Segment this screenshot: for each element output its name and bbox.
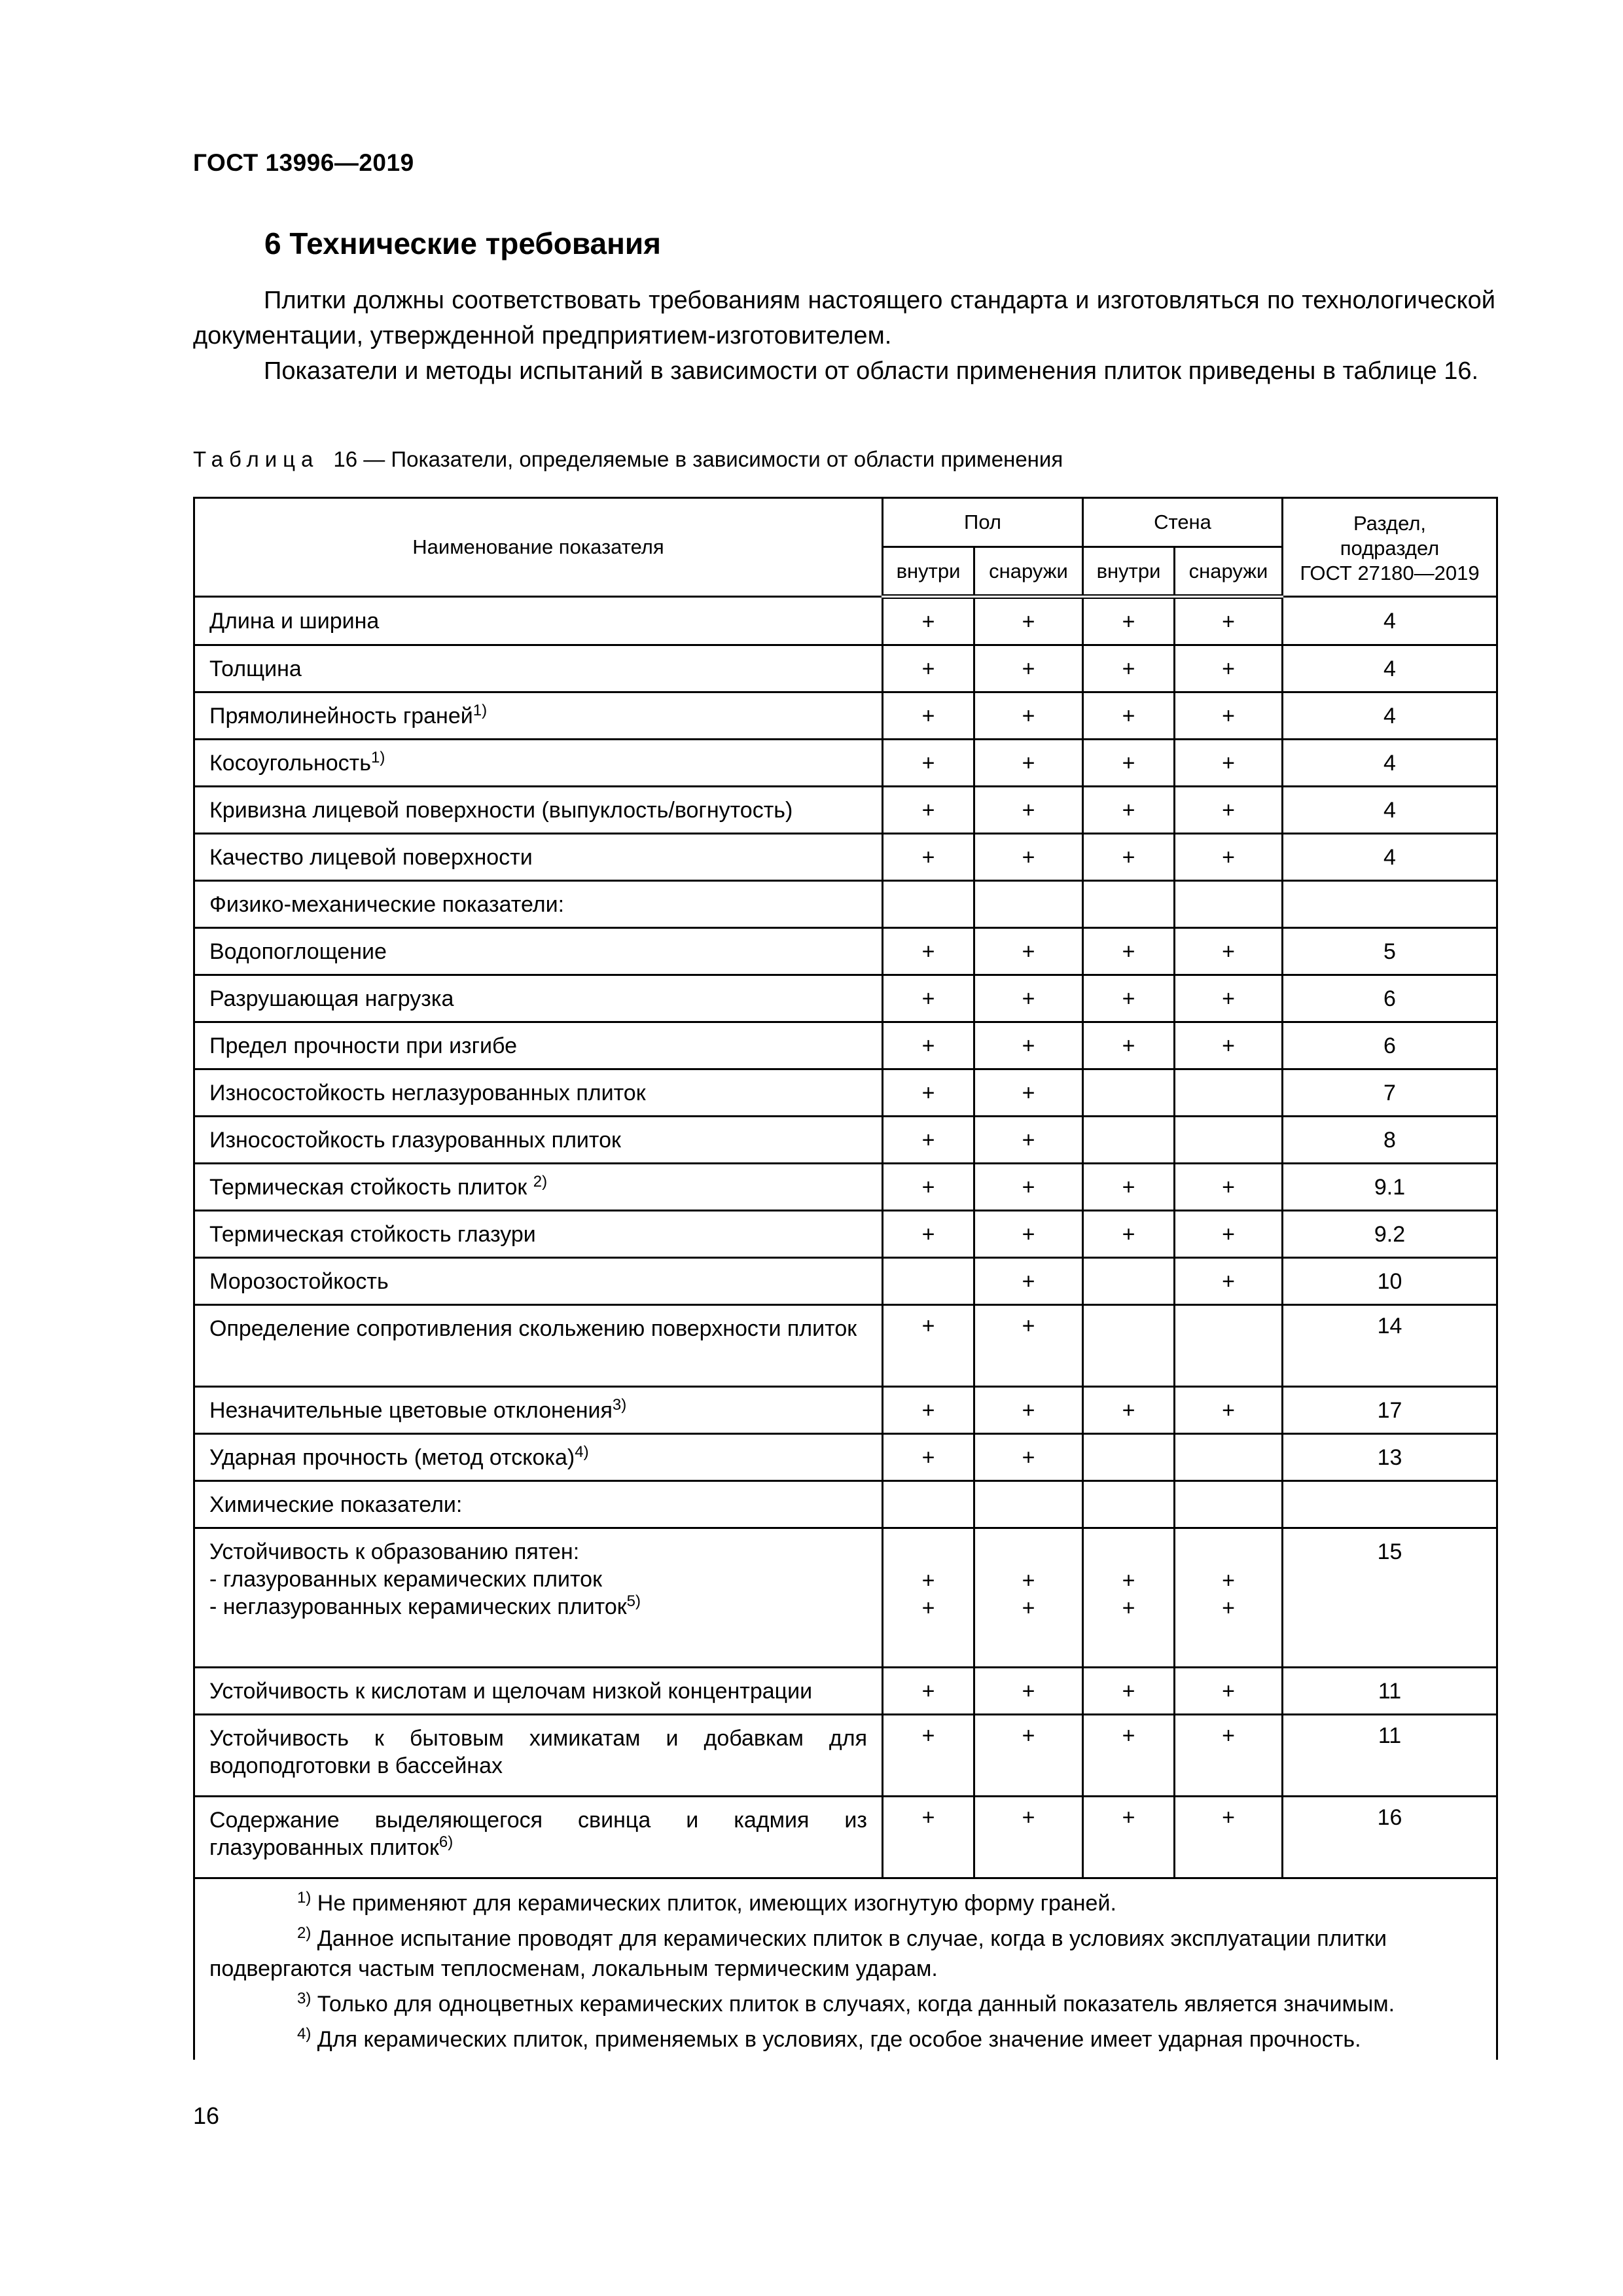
wall-inside-mark: +	[1083, 975, 1175, 1022]
table-row	[194, 1211, 1497, 1258]
floor-inside-mark: +	[883, 692, 974, 740]
footnote: $^{4)}$ Для керамических плиток, применяемых в условиях, где особое значение имеет ударная прочность.	[297, 2025, 1361, 2052]
floor-inside-mark: +	[883, 1117, 974, 1164]
section-reference: 17	[1283, 1387, 1497, 1434]
wall-inside-mark: +	[1083, 1164, 1175, 1211]
floor-outside-mark: +	[974, 740, 1083, 787]
floor-inside-mark: +	[883, 645, 974, 692]
indicator-name: Износостойкость неглазурованных плиток	[194, 1069, 883, 1117]
wall-inside-mark: +	[1083, 1668, 1175, 1715]
header-section-line: Раздел,	[1353, 512, 1427, 535]
indicator-name: Термическая стойкость глазури	[194, 1211, 883, 1258]
floor-outside-mark: +	[974, 1164, 1083, 1211]
header-floor: Пол	[883, 498, 1083, 547]
wall-outside-mark: +	[1175, 692, 1283, 740]
section-reference: 8	[1283, 1117, 1497, 1164]
floor-outside-mark: +	[974, 787, 1083, 834]
floor-outside-mark: +	[974, 597, 1083, 645]
wall-inside-mark	[1083, 1305, 1175, 1387]
floor-outside-mark: +	[974, 1434, 1083, 1481]
indicator-name: Морозостойкость	[194, 1258, 883, 1305]
footnote: $^{1)}$ Не применяют для керамических плиток, имеющих изогнутую форму граней.	[297, 1889, 1116, 1916]
section-reference: 4	[1283, 834, 1497, 881]
wall-outside-mark: +	[1175, 834, 1283, 881]
section-reference: 13	[1283, 1434, 1497, 1481]
header-indicator-name: Наименование показателя	[194, 498, 883, 597]
floor-inside-mark: +	[883, 597, 974, 645]
table-row	[194, 1117, 1497, 1164]
header-wall: Стена	[1083, 498, 1283, 547]
wall-outside-mark	[1175, 881, 1283, 928]
section-reference: 7	[1283, 1069, 1497, 1117]
table-row	[194, 834, 1497, 881]
section-reference: 5	[1283, 928, 1497, 975]
indicator-name: Износостойкость глазурованных плиток	[194, 1117, 883, 1164]
wall-inside-mark	[1083, 1434, 1175, 1481]
table-row	[194, 787, 1497, 834]
floor-outside-mark: +	[974, 975, 1083, 1022]
section-reference	[1283, 881, 1497, 928]
wall-inside-mark: +	[1083, 787, 1175, 834]
floor-inside-mark: +	[883, 787, 974, 834]
wall-outside-mark	[1175, 1305, 1283, 1387]
footnote: $^{2)}$ Данное испытание проводят для керамических плиток в случае, когда в условиях эксплуатации плитки подвергаются частым теплосменам, локальным термическим ударам.	[209, 1924, 1387, 1981]
floor-outside-mark: +	[974, 1668, 1083, 1715]
floor-inside-mark: +	[883, 1164, 974, 1211]
intro-text	[193, 283, 1495, 389]
wall-inside-mark	[1083, 881, 1175, 928]
section-reference: 11	[1283, 1668, 1497, 1715]
header-section-line: подраздел	[1340, 537, 1440, 560]
section-reference: 10	[1283, 1258, 1497, 1305]
section-reference: 4	[1283, 740, 1497, 787]
wall-outside-mark: +	[1175, 1715, 1283, 1797]
table-caption-text: 16 — Показатели, определяемые в зависимости от области применения	[333, 447, 1063, 471]
indicator-name: Устойчивость к образованию пятен: - глазурованных керамических плиток - неглазурованных керамических плиток$^{5)}$	[194, 1528, 883, 1668]
header-wall-inside: внутри	[1083, 547, 1175, 597]
wall-inside-mark	[1083, 1117, 1175, 1164]
wall-inside-mark: +	[1083, 928, 1175, 975]
floor-outside-mark: +	[974, 1797, 1083, 1878]
stain-line: - неглазурованных керамических плиток	[209, 1594, 627, 1619]
table-row	[194, 1481, 1497, 1528]
wall-inside-mark: +	[1083, 1211, 1175, 1258]
table-row	[194, 1387, 1497, 1434]
document-header: ГОСТ 13996—2019	[193, 149, 414, 176]
section-reference	[1283, 1481, 1497, 1528]
table-row	[194, 692, 1497, 740]
floor-outside-mark: +	[974, 928, 1083, 975]
floor-inside-mark: +	[883, 1069, 974, 1117]
wall-inside-mark	[1083, 1481, 1175, 1528]
floor-inside-mark: +	[883, 975, 974, 1022]
table-row	[194, 975, 1497, 1022]
wall-outside-mark	[1175, 1434, 1283, 1481]
floor-inside-mark: +	[883, 834, 974, 881]
wall-outside-mark: +	[1175, 1211, 1283, 1258]
floor-inside-mark: +	[883, 1434, 974, 1481]
indicator-name: Косоугольность$^{1)}$	[194, 740, 883, 787]
indicator-name: Незначительные цветовые отклонения$^{3)}$	[194, 1387, 883, 1434]
section-reference: 9.2	[1283, 1211, 1497, 1258]
floor-outside-mark: +	[974, 834, 1083, 881]
section-reference: 16	[1283, 1797, 1497, 1878]
indicator-name: Качество лицевой поверхности	[194, 834, 883, 881]
floor-outside-mark: +	[974, 1258, 1083, 1305]
table-row	[194, 1022, 1497, 1069]
page-number: 16	[193, 2102, 220, 2129]
table-row	[194, 740, 1497, 787]
floor-outside-mark: +	[974, 1387, 1083, 1434]
section-reference: 15	[1283, 1528, 1497, 1668]
indicator-name: Ударная прочность (метод отскока)$^{4)}$	[194, 1434, 883, 1481]
floor-inside-mark	[883, 881, 974, 928]
table-row	[194, 1258, 1497, 1305]
header-floor-outside: снаружи	[974, 547, 1083, 597]
section-reference: 4	[1283, 692, 1497, 740]
section-reference: 4	[1283, 787, 1497, 834]
floor-outside-mark: +	[974, 1069, 1083, 1117]
floor-outside-mark	[974, 1481, 1083, 1528]
indicator-name: Определение сопротивления скольжению поверхности плиток	[194, 1305, 883, 1387]
stain-line: - глазурованных керамических плиток	[209, 1567, 602, 1592]
indicator-name: Термическая стойкость плиток $^{2)}$	[194, 1164, 883, 1211]
wall-outside-mark: +	[1175, 928, 1283, 975]
wall-inside-mark: +	[1083, 1797, 1175, 1878]
table-row	[194, 1434, 1497, 1481]
floor-inside-mark: +	[883, 1668, 974, 1715]
floor-inside-mark: +	[883, 1797, 974, 1878]
section-reference: 11	[1283, 1715, 1497, 1797]
section-reference: 4	[1283, 597, 1497, 645]
wall-inside-mark: +	[1083, 834, 1175, 881]
floor-outside-mark: +	[974, 1117, 1083, 1164]
floor-outside-mark: +	[974, 645, 1083, 692]
table-row	[194, 1797, 1497, 1878]
floor-inside-mark: +	[883, 740, 974, 787]
table-caption	[193, 447, 1063, 472]
wall-outside-mark: +	[1175, 597, 1283, 645]
floor-outside-mark: +	[974, 1715, 1083, 1797]
section-reference: 4	[1283, 645, 1497, 692]
wall-outside-mark: +	[1175, 740, 1283, 787]
table-footnotes	[194, 1878, 1497, 2060]
table-row	[194, 881, 1497, 928]
wall-inside-mark	[1083, 1258, 1175, 1305]
wall-outside-mark: +	[1175, 1258, 1283, 1305]
requirements-table	[193, 497, 1498, 2060]
section-reference: 9.1	[1283, 1164, 1497, 1211]
floor-inside-mark: +	[883, 1022, 974, 1069]
table-row	[194, 645, 1497, 692]
table-row	[194, 1528, 1497, 1668]
floor-inside-mark: +	[883, 1211, 974, 1258]
floor-outside-mark: +	[974, 1022, 1083, 1069]
indicator-name: Устойчивость к бытовым химикатам и добавкам для водоподготовки в бассейнах	[194, 1715, 883, 1797]
footnote: $^{3)}$ Только для одноцветных керамических плиток в случаях, когда данный показатель является значимым.	[297, 1990, 1395, 2017]
wall-outside-mark: + +	[1175, 1528, 1283, 1668]
wall-inside-mark: +	[1083, 1022, 1175, 1069]
indicator-name: Разрушающая нагрузка	[194, 975, 883, 1022]
table-row	[194, 1715, 1497, 1797]
wall-inside-mark	[1083, 1069, 1175, 1117]
header-floor-inside: внутри	[883, 547, 974, 597]
wall-outside-mark	[1175, 1069, 1283, 1117]
floor-outside-mark: +	[974, 1305, 1083, 1387]
wall-outside-mark: +	[1175, 1022, 1283, 1069]
footnotes-row	[194, 1878, 1497, 2060]
wall-outside-mark: +	[1175, 787, 1283, 834]
floor-inside-mark	[883, 1481, 974, 1528]
table-row	[194, 1069, 1497, 1117]
floor-outside-mark: +	[974, 1211, 1083, 1258]
wall-outside-mark: +	[1175, 1387, 1283, 1434]
indicator-name: Длина и ширина	[194, 597, 883, 645]
table-row	[194, 1668, 1497, 1715]
header-section	[1283, 498, 1497, 597]
wall-outside-mark: +	[1175, 1668, 1283, 1715]
wall-inside-mark: +	[1083, 1387, 1175, 1434]
floor-outside-mark	[974, 881, 1083, 928]
wall-inside-mark: + +	[1083, 1528, 1175, 1668]
floor-outside-mark: + +	[974, 1528, 1083, 1668]
table-row	[194, 1164, 1497, 1211]
intro-paragraph: Показатели и методы испытаний в зависимости от области применения плиток приведены в таблице 16.	[264, 357, 1479, 385]
table-caption-word: Таблица	[193, 447, 319, 471]
wall-outside-mark: +	[1175, 645, 1283, 692]
indicator-name: Предел прочности при изгибе	[194, 1022, 883, 1069]
indicator-group-name: Химические показатели:	[194, 1481, 883, 1528]
floor-inside-mark	[883, 1258, 974, 1305]
indicator-name: Толщина	[194, 645, 883, 692]
table-row	[194, 928, 1497, 975]
indicator-name: Кривизна лицевой поверхности (выпуклость/вогнутость)	[194, 787, 883, 834]
floor-inside-mark: + +	[883, 1528, 974, 1668]
wall-outside-mark	[1175, 1481, 1283, 1528]
indicator-name: Водопоглощение	[194, 928, 883, 975]
wall-outside-mark: +	[1175, 975, 1283, 1022]
wall-inside-mark: +	[1083, 597, 1175, 645]
table-row	[194, 1305, 1497, 1387]
wall-inside-mark: +	[1083, 692, 1175, 740]
indicator-group-name: Физико-механические показатели:	[194, 881, 883, 928]
wall-outside-mark	[1175, 1117, 1283, 1164]
table-row	[194, 597, 1497, 645]
wall-outside-mark: +	[1175, 1797, 1283, 1878]
indicator-name: Устойчивость к кислотам и щелочам низкой концентрации	[194, 1668, 883, 1715]
floor-inside-mark: +	[883, 1305, 974, 1387]
floor-inside-mark: +	[883, 1387, 974, 1434]
floor-outside-mark: +	[974, 692, 1083, 740]
wall-outside-mark: +	[1175, 1164, 1283, 1211]
stain-line: Устойчивость к образованию пятен:	[209, 1539, 580, 1564]
floor-inside-mark: +	[883, 1715, 974, 1797]
wall-inside-mark: +	[1083, 740, 1175, 787]
floor-inside-mark: +	[883, 928, 974, 975]
header-section-line: ГОСТ 27180—2019	[1300, 562, 1480, 584]
section-reference: 14	[1283, 1305, 1497, 1387]
wall-inside-mark: +	[1083, 645, 1175, 692]
indicator-name: Содержание выделяющегося свинца и кадмия из глазурованных плиток$^{6)}$	[194, 1797, 883, 1878]
header-wall-outside: снаружи	[1175, 547, 1283, 597]
intro-paragraph: Плитки должны соответствовать требованиям настоящего стандарта и изготовляться по технологической документации, утвержденной предприятием-изготовителем.	[193, 287, 1495, 350]
section-reference: 6	[1283, 1022, 1497, 1069]
wall-inside-mark: +	[1083, 1715, 1175, 1797]
indicator-name: Прямолинейность граней$^{1)}$	[194, 692, 883, 740]
section-heading: 6 Технические требования	[264, 226, 661, 260]
section-reference: 6	[1283, 975, 1497, 1022]
